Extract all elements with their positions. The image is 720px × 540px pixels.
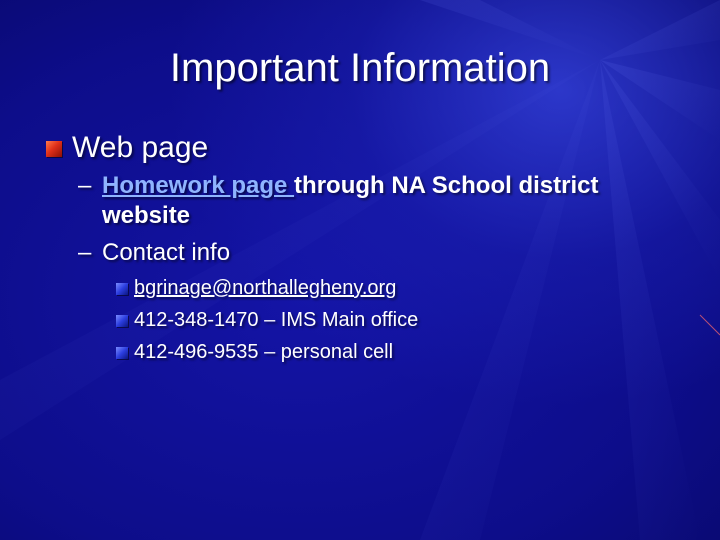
bullet-square-icon	[116, 315, 128, 327]
phone-personal-cell: 412-496-9535 – personal cell	[134, 341, 394, 363]
contact-info-heading: Contact info	[102, 239, 231, 266]
dash-icon: –	[78, 172, 92, 199]
homework-page-link[interactable]: Homework page	[102, 172, 295, 199]
homework-line-rest: through NA School district website	[102, 172, 599, 229]
homework-line	[102, 171, 602, 231]
email-link[interactable]: bgrinage@northallegheny.org	[134, 277, 397, 299]
dash-icon: –	[78, 239, 92, 266]
bullet-square-icon	[116, 283, 128, 295]
bullet-web-page: Web page	[72, 131, 209, 164]
phone-main-office: 412-348-1470 – IMS Main office	[134, 309, 419, 331]
slide-title: Important Information	[169, 46, 551, 90]
bullet-square-icon	[116, 347, 128, 359]
bullet-square-icon	[46, 141, 62, 157]
